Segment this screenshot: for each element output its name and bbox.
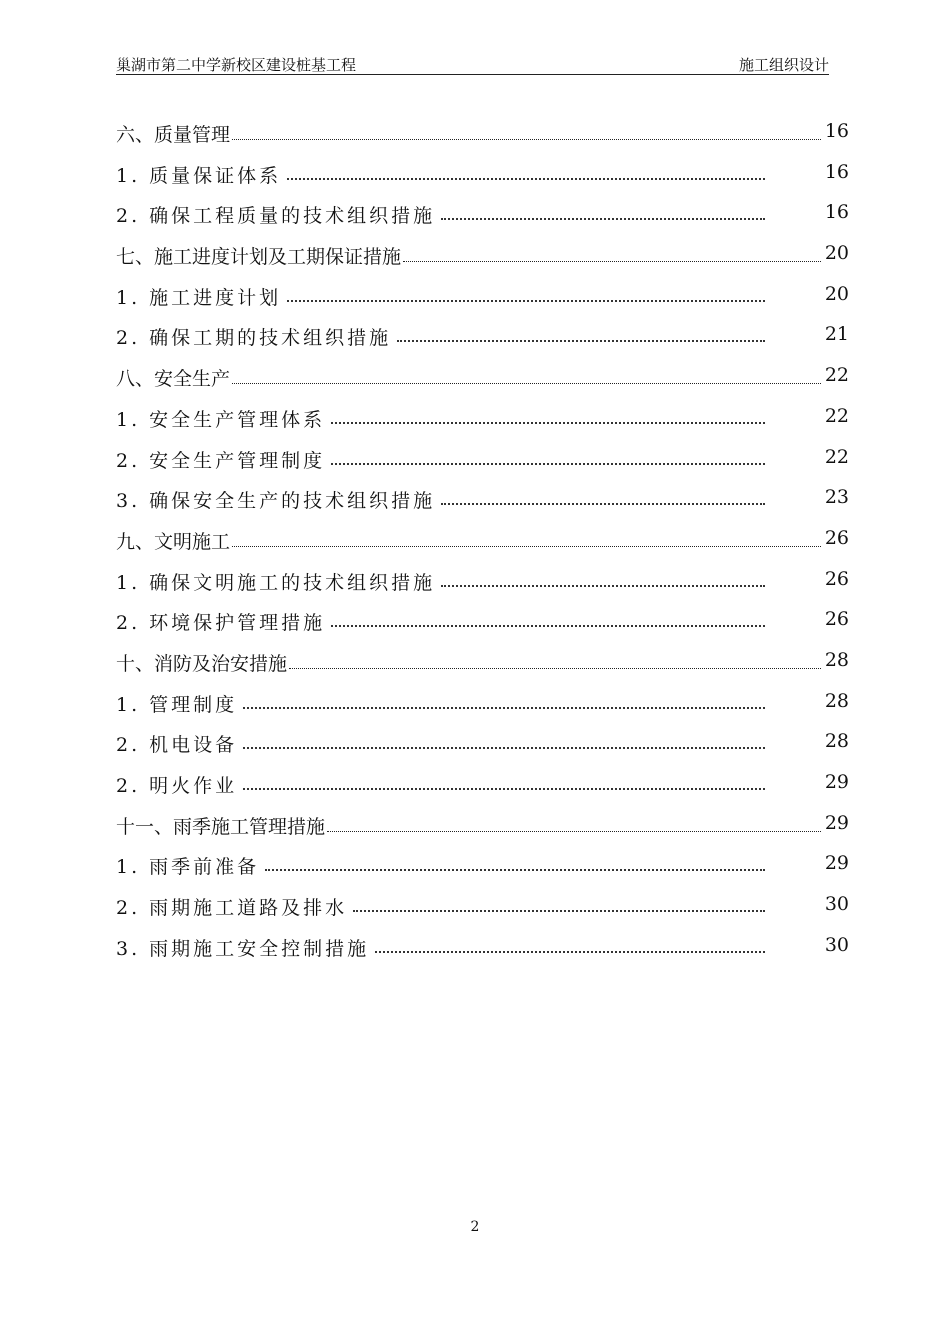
toc-entry-title: 十一、雨季施工管理措施 <box>116 815 326 838</box>
toc-entry[interactable] <box>116 478 849 519</box>
toc-entry[interactable] <box>116 926 849 967</box>
toc-entry[interactable] <box>116 804 849 845</box>
toc-entry[interactable] <box>116 600 849 641</box>
toc-entry-page: 20 <box>824 282 849 305</box>
toc-dot-leader <box>243 788 765 790</box>
toc-dot-leader <box>375 951 765 953</box>
toc-entry[interactable] <box>116 234 849 275</box>
toc-entry[interactable] <box>116 112 849 153</box>
toc-entry-page: 20 <box>824 242 849 265</box>
toc-entry[interactable] <box>116 844 849 885</box>
toc-entry-title: 2. 机电设备 <box>116 734 238 757</box>
toc-dot-leader <box>232 383 821 384</box>
toc-dot-leader <box>441 585 765 587</box>
toc-entry-page: 26 <box>824 526 849 549</box>
toc-entry-page: 22 <box>824 445 849 468</box>
toc-dot-leader <box>331 625 765 627</box>
toc-entry-title: 十、消防及治安措施 <box>116 652 288 675</box>
toc-entry-page: 28 <box>824 730 849 753</box>
toc-entry[interactable] <box>116 438 849 479</box>
toc-entry-title: 2. 雨期施工道路及排水 <box>116 897 348 920</box>
toc-entry-page: 23 <box>824 486 849 509</box>
toc-entry-title: 1. 管理制度 <box>116 693 238 716</box>
toc-entry[interactable] <box>116 560 849 601</box>
toc-dot-leader <box>397 340 765 342</box>
table-of-contents <box>116 112 849 966</box>
toc-entry-title: 2. 确保工期的技术组织措施 <box>116 327 392 350</box>
toc-entry-title: 1. 施工进度计划 <box>116 286 282 309</box>
toc-entry-title: 八、安全生产 <box>116 368 231 391</box>
toc-entry-title: 2. 确保工程质量的技术组织措施 <box>116 205 436 228</box>
toc-dot-leader <box>243 747 765 749</box>
toc-entry[interactable] <box>116 519 849 560</box>
toc-entry[interactable] <box>116 763 849 804</box>
toc-entry-page: 28 <box>824 648 849 671</box>
toc-entry[interactable] <box>116 275 849 316</box>
toc-entry[interactable] <box>116 356 849 397</box>
toc-dot-leader <box>331 463 765 465</box>
toc-entry-title: 3. 雨期施工安全控制措施 <box>116 937 370 960</box>
toc-dot-leader <box>287 178 765 180</box>
toc-entry-page: 26 <box>824 608 849 631</box>
toc-entry-page: 30 <box>824 893 849 916</box>
toc-entry-page: 16 <box>824 160 849 183</box>
toc-dot-leader <box>327 831 821 832</box>
toc-entry-page: 29 <box>824 811 849 834</box>
toc-dot-leader <box>331 422 765 424</box>
toc-entry-page: 22 <box>824 364 849 387</box>
toc-entry-title: 六、质量管理 <box>116 124 231 146</box>
toc-entry-title: 2. 安全生产管理制度 <box>116 449 326 472</box>
toc-entry[interactable] <box>116 722 849 763</box>
toc-entry-title: 九、文明施工 <box>116 530 231 553</box>
project-title: 巢湖市第二中学新校区建设桩基工程 <box>116 56 357 74</box>
toc-entry-page: 16 <box>824 120 849 142</box>
toc-entry-page: 26 <box>824 567 849 590</box>
toc-entry-page: 16 <box>824 201 849 224</box>
toc-entry[interactable] <box>116 397 849 438</box>
toc-dot-leader <box>289 668 821 669</box>
toc-dot-leader <box>403 261 821 262</box>
toc-dot-leader <box>441 503 765 505</box>
document-type: 施工组织设计 <box>738 56 829 74</box>
toc-entry[interactable] <box>116 193 849 234</box>
toc-dot-leader <box>441 218 765 220</box>
toc-entry-title: 1. 雨季前准备 <box>116 856 260 879</box>
toc-entry[interactable] <box>116 315 849 356</box>
toc-entry-title: 1. 确保文明施工的技术组织措施 <box>116 571 436 594</box>
toc-dot-leader <box>232 139 821 140</box>
page-number: 2 <box>470 1219 480 1235</box>
toc-entry-title: 1. 安全生产管理体系 <box>116 408 326 431</box>
toc-dot-leader <box>232 546 821 547</box>
toc-entry-page: 21 <box>824 323 849 346</box>
toc-dot-leader <box>243 707 765 709</box>
toc-entry-page: 29 <box>824 852 849 875</box>
toc-entry-title: 2. 环境保护管理措施 <box>116 612 326 635</box>
toc-entry[interactable] <box>116 153 849 194</box>
toc-dot-leader <box>265 869 765 871</box>
toc-entry-title: 2. 明火作业 <box>116 775 238 797</box>
toc-dot-leader <box>287 300 765 302</box>
toc-entry-page: 30 <box>824 933 849 956</box>
toc-dot-leader <box>353 910 765 912</box>
toc-entry-page: 22 <box>824 404 849 427</box>
toc-entry[interactable] <box>116 682 849 723</box>
toc-entry-title: 1. 质量保证体系 <box>116 164 282 187</box>
toc-entry-page: 29 <box>824 771 849 793</box>
page-header <box>116 52 829 75</box>
toc-entry-page: 28 <box>824 689 849 712</box>
toc-entry-title: 七、施工进度计划及工期保证措施 <box>116 246 402 269</box>
toc-entry-title: 3. 确保安全生产的技术组织措施 <box>116 490 436 513</box>
toc-entry[interactable] <box>116 641 849 682</box>
toc-entry[interactable] <box>116 885 849 926</box>
